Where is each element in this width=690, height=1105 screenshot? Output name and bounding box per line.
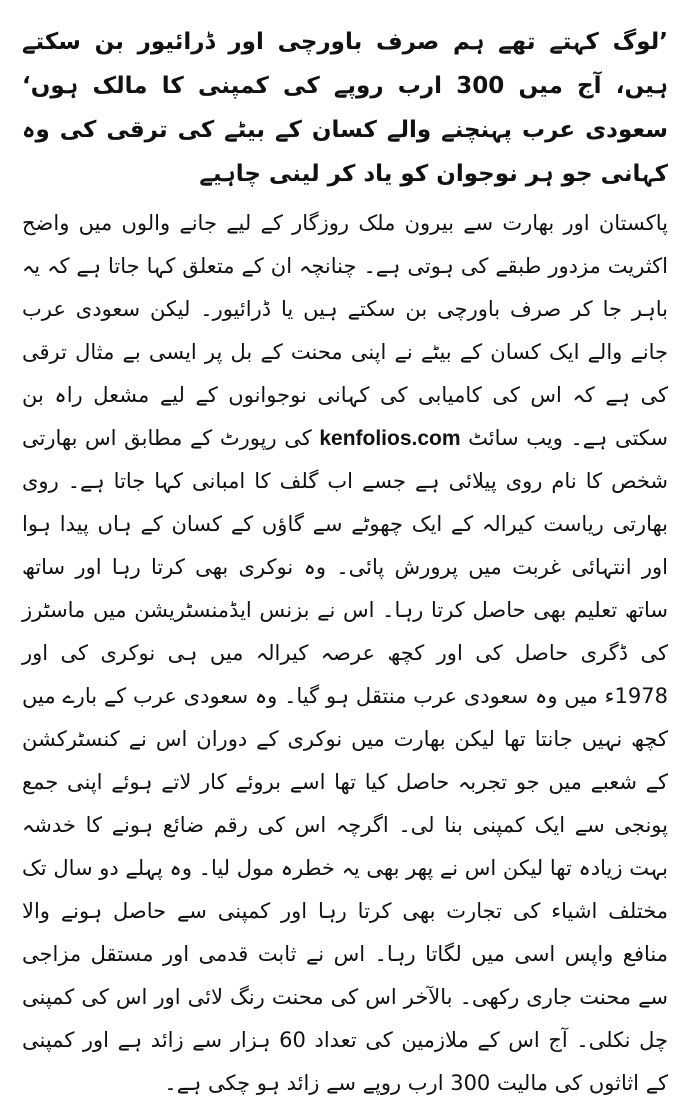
article-body-part-2: کی رپورٹ کے مطابق اس بھارتی شخص کا نام روی پیلائی ہے جسے اب گلف کا امبانی کہا جاتا ہے۔ روی بھارتی ریاست کیرالہ کے ایک چھوٹے سے گاؤں کے کسان کے ہاں پیدا ہوا اور انتہائی غربت میں پرورش پائی۔ وہ نوکری بھی کرتا رہا اور ساتھ ساتھ تعلیم بھی حاصل کرتا رہا۔ اس نے بزنس ایڈمنسٹریشن میں ماسٹرز کی ڈگری حاصل کی اور کچھ عرصہ کیرالہ میں ہی نوکری کی اور 1978ء میں وہ سعودی عرب منتقل ہو گیا۔ وہ سعودی عرب کے بارے میں کچھ نہیں جانتا تھا لیکن بھارت میں نوکری کے دوران اس نے کنسٹرکشن کے شعبے میں جو تجربہ حاصل کیا تھا اسے بروئے کار لاتے ہوئے اپنی جمع پونجی سے ایک کمپنی بنا لی۔ اگرچہ اس کی رقم ضائع ہونے کا خدشہ بہت زیادہ تھا لیکن اس نے پھر بھی یہ خطرہ مول لیا۔ وہ پہلے دو سال تک مختلف اشیاء کی تجارت بھی کرتا رہا اور کمپنی سے حاصل ہونے والا منافع واپس اسی میں لگاتا رہا۔ اس نے ثابت قدمی اور مستقل مزاجی سے محنت جاری رکھی۔ بالآخر اس کی محنت رنگ لائی اور اس کی کمپنی چل نکلی۔ آج اس کے ملازمین کی تعداد 60 ہزار سے زائد ہے اور کمپنی کے اثاثوں کی مالیت 300 ارب روپے سے زائد ہو چکی ہے۔ xyxy=(22,426,668,1095)
website-name: kenfolios.com xyxy=(319,427,461,450)
article-body xyxy=(22,202,668,1105)
article-headline: ’لوگ کہتے تھے ہم صرف باورچی اور ڈرائیور بن سکتے ہیں، آج میں 300 ارب روپے کی کمپنی کا مالک ہوں‘ سعودی عرب پہنچنے والے کسان کے بیٹے کی ترقی کی وہ کہانی جو ہر نوجوان کو یاد کر لینی چاہیے xyxy=(22,29,669,187)
article-body-part-1: پاکستان اور بھارت سے بیرون ملک روزگار کے لیے جانے والوں میں واضح اکثریت مزدور طبقے کی ہوتی ہے۔ چنانچہ ان کے متعلق کہا جاتا ہے کہ یہ باہر جا کر صرف باورچی بن سکتے ہیں یا ڈرائیور۔ لیکن سعودی عرب جانے والے ایک کسان کے بیٹے نے اپنی محنت کے بل پر ایسی بے مثال ترقی کی ہے کہ اس کی کامیابی کی کہانی نوجوانوں کے لیے مشعل راہ بن سکتی ہے۔ ویب سائٹ xyxy=(22,211,669,450)
